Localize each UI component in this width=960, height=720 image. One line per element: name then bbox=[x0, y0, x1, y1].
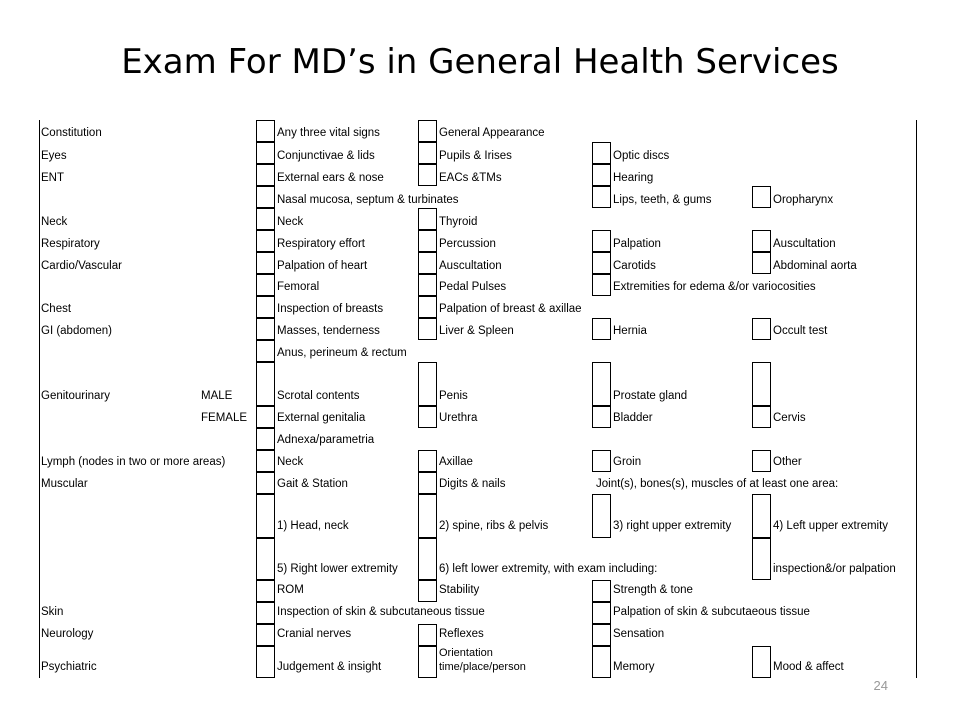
checkbox[interactable] bbox=[256, 580, 275, 602]
checkbox[interactable] bbox=[418, 230, 437, 252]
checkbox[interactable] bbox=[256, 164, 275, 186]
checkbox[interactable] bbox=[418, 208, 437, 230]
row-label-ent: ENT bbox=[41, 172, 64, 184]
item-label: Hernia bbox=[613, 325, 647, 337]
checkbox[interactable] bbox=[418, 120, 437, 142]
checkbox[interactable] bbox=[418, 450, 437, 472]
checkbox[interactable] bbox=[256, 406, 275, 428]
checkbox[interactable] bbox=[752, 450, 771, 472]
checkbox[interactable] bbox=[592, 624, 611, 646]
item-label: 1) Head, neck bbox=[277, 520, 349, 532]
row-label-chest: Chest bbox=[41, 303, 72, 315]
checkbox[interactable] bbox=[592, 580, 611, 602]
checkbox[interactable] bbox=[592, 318, 611, 340]
item-label: Penis bbox=[439, 390, 468, 402]
checkbox[interactable] bbox=[256, 428, 275, 450]
checkbox[interactable] bbox=[418, 318, 437, 340]
item-label: Nasal mucosa, septum & turbinates bbox=[277, 194, 459, 206]
checkbox[interactable] bbox=[418, 646, 437, 678]
item-label: Bladder bbox=[613, 412, 653, 424]
item-label: Palpation bbox=[613, 238, 661, 250]
row-label-gi: GI (abdomen) bbox=[41, 325, 112, 337]
item-label: Liver & Spleen bbox=[439, 325, 514, 337]
item-label: Thyroid bbox=[439, 216, 478, 228]
checkbox[interactable] bbox=[752, 252, 771, 274]
item-label: 5) Right lower extremity bbox=[277, 563, 398, 575]
checkbox[interactable] bbox=[418, 296, 437, 318]
checkbox[interactable] bbox=[256, 624, 275, 646]
item-label: Any three vital signs bbox=[277, 127, 380, 139]
item-label: 6) left lower extremity, with exam including: bbox=[439, 563, 658, 575]
item-label: 4) Left upper extremity bbox=[773, 520, 889, 532]
row-label-neurology: Neurology bbox=[41, 628, 94, 640]
checkbox[interactable] bbox=[418, 494, 437, 538]
item-label: Other bbox=[773, 456, 802, 468]
checkbox[interactable] bbox=[592, 450, 611, 472]
checkbox[interactable] bbox=[256, 362, 275, 406]
checkbox[interactable] bbox=[752, 318, 771, 340]
item-label: Lips, teeth, & gums bbox=[613, 194, 712, 206]
sub-label-female: FEMALE bbox=[201, 412, 248, 424]
checkbox[interactable] bbox=[256, 274, 275, 296]
checkbox[interactable] bbox=[752, 362, 771, 406]
checkbox[interactable] bbox=[592, 230, 611, 252]
page-number: 24 bbox=[873, 678, 888, 693]
item-label: Gait & Station bbox=[277, 478, 348, 490]
item-label: Neck bbox=[277, 456, 304, 468]
checkbox[interactable] bbox=[752, 230, 771, 252]
item-label: Cranial nerves bbox=[277, 628, 352, 640]
item-label: Femoral bbox=[277, 281, 320, 293]
checkbox[interactable] bbox=[418, 624, 437, 646]
item-label: ROM bbox=[277, 584, 304, 596]
row-label-neck: Neck bbox=[41, 216, 68, 228]
item-label: Stability bbox=[439, 584, 480, 596]
checkbox[interactable] bbox=[752, 538, 771, 580]
checkbox[interactable] bbox=[418, 580, 437, 602]
row-label-muscular: Muscular bbox=[41, 478, 88, 490]
checkbox[interactable] bbox=[418, 538, 437, 580]
item-label: Occult test bbox=[773, 325, 828, 337]
checkbox[interactable] bbox=[256, 340, 275, 362]
item-label: Pupils & Irises bbox=[439, 150, 512, 162]
row-label-genitourinary: Genitourinary bbox=[41, 390, 111, 402]
item-label: Pedal Pulses bbox=[439, 281, 507, 293]
item-label: Carotids bbox=[613, 260, 656, 272]
item-label: Optic discs bbox=[613, 150, 670, 162]
item-label: Scrotal contents bbox=[277, 390, 360, 402]
item-label: Adnexa/parametria bbox=[277, 434, 375, 446]
checkbox[interactable] bbox=[418, 142, 437, 164]
checkbox[interactable] bbox=[592, 362, 611, 406]
checkbox[interactable] bbox=[592, 494, 611, 538]
item-label: Mood & affect bbox=[773, 661, 844, 673]
item-label: Judgement & insight bbox=[277, 661, 382, 673]
item-label: Oropharynx bbox=[773, 194, 834, 206]
page-title: Exam For MD’s in General Health Services bbox=[121, 42, 839, 82]
item-label: Inspection of breasts bbox=[277, 303, 384, 315]
checkbox[interactable] bbox=[256, 230, 275, 252]
item-label: Axillae bbox=[439, 456, 473, 468]
table-left-border bbox=[39, 120, 40, 678]
row-label-lymph: Lymph (nodes in two or more areas) bbox=[41, 456, 226, 468]
item-label: Abdominal aorta bbox=[773, 260, 857, 272]
checkbox[interactable] bbox=[752, 406, 771, 428]
checkbox[interactable] bbox=[256, 142, 275, 164]
checkbox[interactable] bbox=[418, 274, 437, 296]
checkbox[interactable] bbox=[592, 274, 611, 296]
checkbox[interactable] bbox=[256, 450, 275, 472]
checkbox[interactable] bbox=[256, 538, 275, 580]
checkbox[interactable] bbox=[752, 186, 771, 208]
row-label-eyes: Eyes bbox=[41, 150, 67, 162]
item-label: Extremities for edema &/or variocosities bbox=[613, 281, 816, 293]
item-label: External genitalia bbox=[277, 412, 366, 424]
checkbox[interactable] bbox=[752, 494, 771, 538]
row-label-psychiatric: Psychiatric bbox=[41, 661, 97, 673]
row-label-cardio-vascular: Cardio/Vascular bbox=[41, 260, 122, 272]
checkbox[interactable] bbox=[592, 142, 611, 164]
item-label: Hearing bbox=[613, 172, 654, 184]
item-label: Anus, perineum & rectum bbox=[277, 347, 407, 359]
item-label: Strength & tone bbox=[613, 584, 693, 596]
checkbox[interactable] bbox=[592, 164, 611, 186]
checkbox[interactable] bbox=[256, 646, 275, 678]
checkbox[interactable] bbox=[418, 362, 437, 406]
item-label: EACs &TMs bbox=[439, 172, 502, 184]
item-label: Palpation of heart bbox=[277, 260, 368, 272]
checkbox[interactable] bbox=[592, 186, 611, 208]
checkbox[interactable] bbox=[256, 252, 275, 274]
row-label-constitution: Constitution bbox=[41, 127, 102, 139]
item-label: Palpation of breast & axillae bbox=[439, 303, 582, 315]
item-label: External ears & nose bbox=[277, 172, 384, 184]
checkbox[interactable] bbox=[256, 602, 275, 624]
item-label: time/place/person bbox=[439, 661, 526, 673]
checkbox[interactable] bbox=[592, 406, 611, 428]
item-label: Respiratory effort bbox=[277, 238, 365, 250]
item-label: Masses, tenderness bbox=[277, 325, 380, 337]
checkbox[interactable] bbox=[256, 186, 275, 208]
checkbox[interactable] bbox=[256, 120, 275, 142]
table-right-border bbox=[916, 120, 917, 678]
checkbox[interactable] bbox=[418, 472, 437, 494]
item-label: Digits & nails bbox=[439, 478, 506, 490]
item-label: Palpation of skin & subcutaeous tissue bbox=[613, 606, 810, 618]
checkbox[interactable] bbox=[418, 252, 437, 274]
item-label: Auscultation bbox=[439, 260, 502, 272]
item-label: Memory bbox=[613, 661, 655, 673]
item-label: General Appearance bbox=[439, 127, 545, 139]
item-label: inspection&/or palpation bbox=[773, 563, 896, 575]
item-label: Auscultation bbox=[773, 238, 836, 250]
item-label: 2) spine, ribs & pelvis bbox=[439, 520, 549, 532]
row-label-respiratory: Respiratory bbox=[41, 238, 100, 250]
checkbox[interactable] bbox=[256, 472, 275, 494]
checkbox[interactable] bbox=[592, 252, 611, 274]
item-label: Conjunctivae & lids bbox=[277, 150, 375, 162]
checkbox[interactable] bbox=[256, 208, 275, 230]
item-label: Sensation bbox=[613, 628, 665, 640]
item-label: Inspection of skin & subcutaneous tissue bbox=[277, 606, 485, 618]
item-label: Neck bbox=[277, 216, 304, 228]
item-label: Prostate gland bbox=[613, 390, 688, 402]
item-label: Percussion bbox=[439, 238, 496, 250]
item-label: Reflexes bbox=[439, 628, 484, 640]
checkbox[interactable] bbox=[256, 494, 275, 538]
item-label: 3) right upper extremity bbox=[613, 520, 732, 532]
sub-label-male: MALE bbox=[201, 390, 233, 402]
checkbox[interactable] bbox=[592, 646, 611, 678]
checkbox[interactable] bbox=[256, 318, 275, 340]
item-label: Cervis bbox=[773, 412, 806, 424]
checkbox[interactable] bbox=[418, 164, 437, 186]
item-label: Urethra bbox=[439, 412, 478, 424]
row-label-skin: Skin bbox=[41, 606, 64, 618]
checkbox[interactable] bbox=[256, 296, 275, 318]
checkbox[interactable] bbox=[418, 406, 437, 428]
item-label: Orientation bbox=[439, 647, 493, 659]
checkbox[interactable] bbox=[592, 602, 611, 624]
item-label: Joint(s), bones(s), muscles of at least one area: bbox=[596, 478, 839, 490]
checkbox[interactable] bbox=[752, 646, 771, 678]
item-label: Groin bbox=[613, 456, 642, 468]
